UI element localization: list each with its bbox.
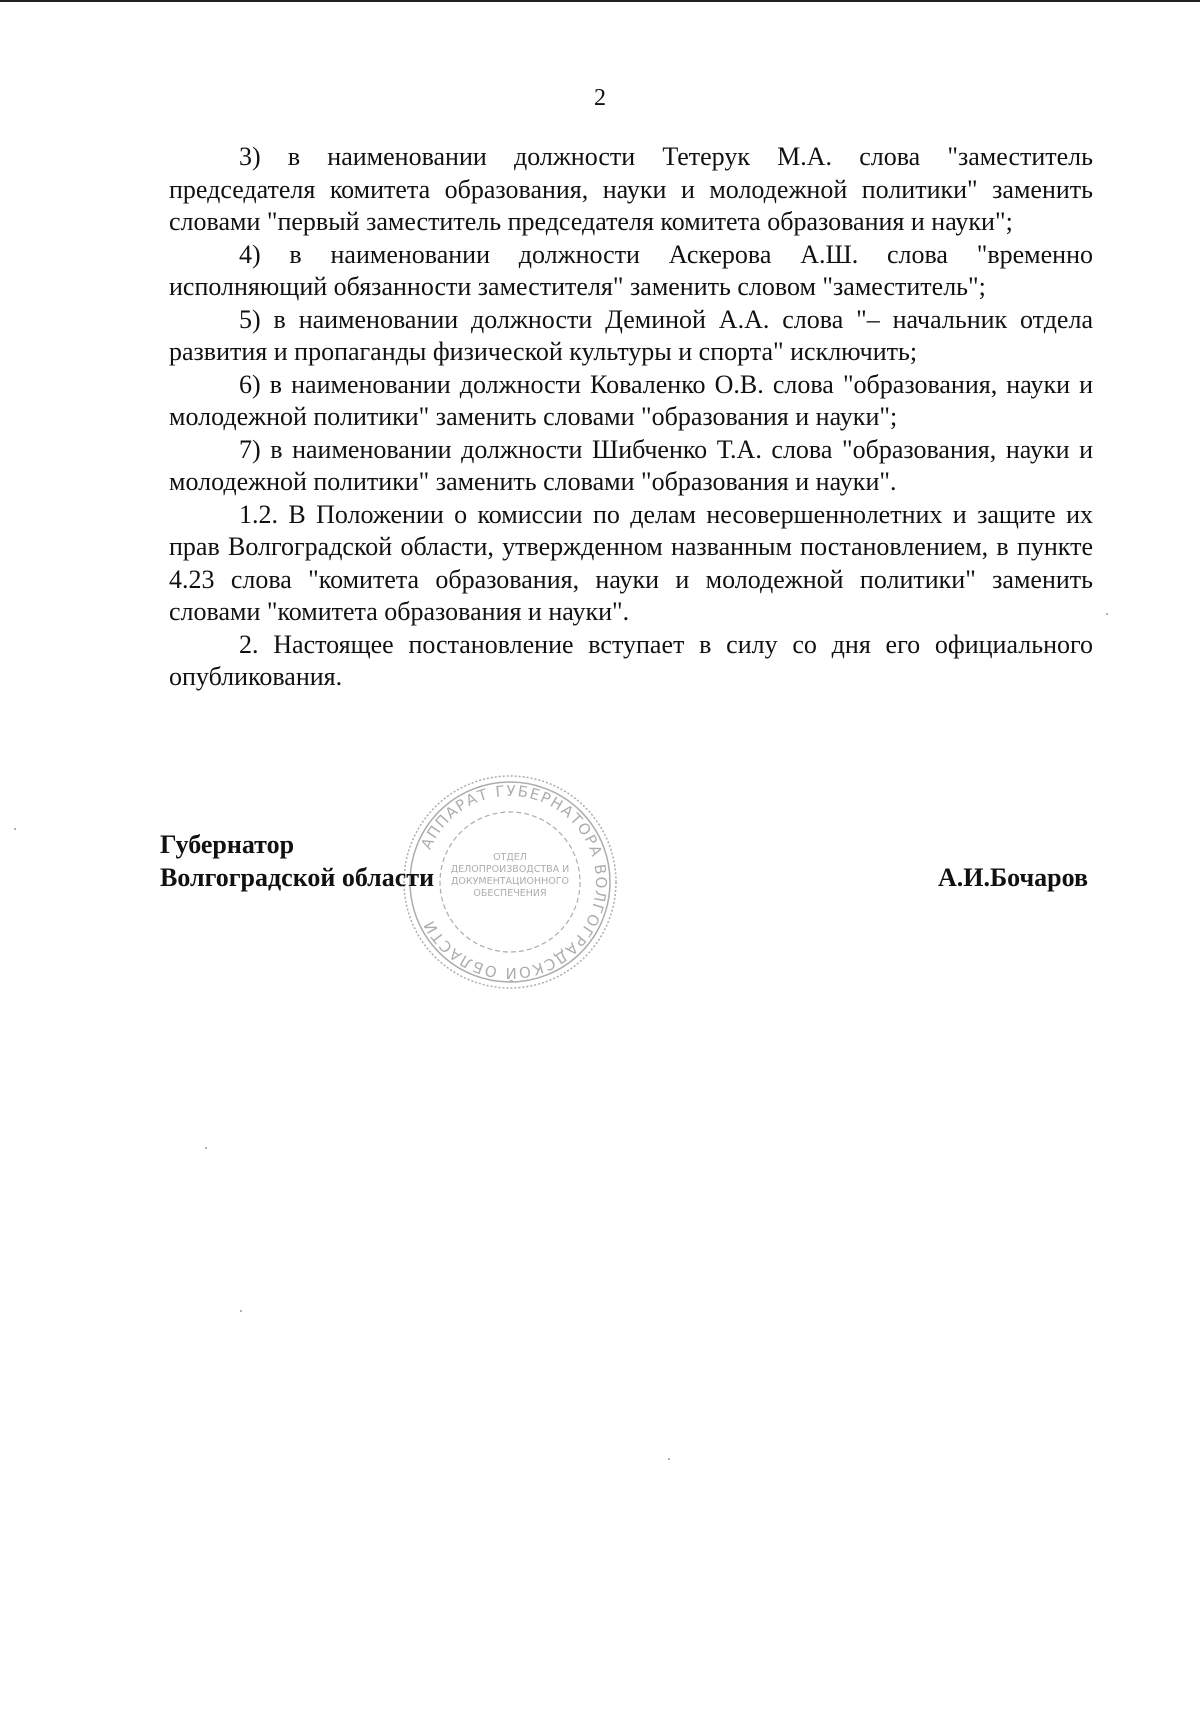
paragraph-clause-1-2: 1.2. В Положении о комиссии по делам несовершеннолетних и защите их прав Волгоградской области, утвержденном названным постановлением, в пункте 4.23 слова "комитета образования, науки и молодежной политики" заменить словами "комитета образования и науки". (169, 499, 1093, 626)
paragraph-item-6: 6) в наименовании должности Коваленко О.В. слова "образования, науки и молодежной политики" заменить словами "образования и науки"; (169, 369, 1093, 431)
signer-name: А.И.Бочаров (937, 863, 1088, 892)
paragraph-item-7: 7) в наименовании должности Шибченко Т.А. слова "образования, науки и молодежной политики" заменить словами "образования и науки". (169, 434, 1093, 496)
scan-speck (205, 1147, 207, 1149)
document-body (169, 141, 1093, 694)
paragraph-item-5: 5) в наименовании должности Деминой А.А. слова "– начальник отдела развития и пропаганды физической культуры и спорта" исключить; (169, 304, 1093, 366)
stamp-outer-text: АППАРАТ ГУБЕРНАТОРА ВОЛГОГРАДСКОЙ ОБЛАСТИ (417, 781, 611, 983)
scan-speck (240, 1310, 242, 1312)
paragraph-item-4: 4) в наименовании должности Аскерова А.Ш. слова "временно исполняющий обязанности заместителя" заменить словом "заместитель"; (169, 239, 1093, 301)
scan-speck (1106, 613, 1108, 615)
stamp-inner-text: ОТДЕЛ ДЕЛОПРОИЗВОДСТВА И ДОКУМЕНТАЦИОННОГО ОБЕСПЕЧЕНИЯ (450, 852, 570, 899)
scan-top-edge (0, 0, 1200, 2)
scan-speck (14, 828, 16, 830)
page-number: 2 (594, 85, 606, 111)
scan-speck (668, 1458, 670, 1460)
signer-region: Волгоградской области (160, 863, 435, 892)
signature-block (160, 828, 1088, 908)
signer-position: Губернатор (160, 830, 295, 859)
signer-title (160, 828, 434, 894)
paragraph-item-3: 3) в наименовании должности Тетерук М.А. слова "заместитель председателя комитета образования, науки и молодежной политики" заменить словами "первый заместитель председателя комитета образования и науки"; (169, 142, 1093, 236)
paragraph-clause-2: 2. Настоящее постановление вступает в силу со дня его официального опубликования. (169, 629, 1093, 691)
